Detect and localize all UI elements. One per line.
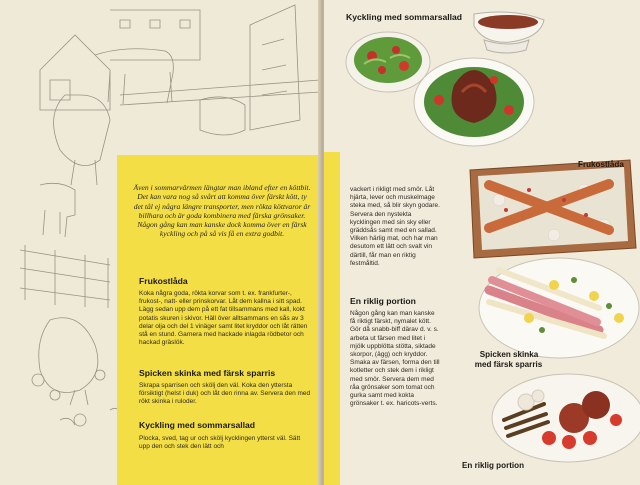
food-photos bbox=[324, 0, 640, 485]
heading-kyckling: Kyckling med sommarsallad bbox=[139, 420, 256, 430]
caption-riklig-portion: En riklig portion bbox=[462, 461, 525, 470]
heading-frukostlada: Frukostlåda bbox=[139, 276, 188, 286]
text-riklig-portion: Någon gång kan man kanske få riktigt färskt, nymalet kött. Gör då snabb-biff därav d. v. s. arbeta ut färsen med litet i mjölk uppblötta stötta, siktade skorpor, (ägg) och kryddor. Smaka av färsen, forma den till kotletter och stek dem i rikligt med smör. Servera dem med råa grönsaker som tomat och gurka samt med kokta grönsaker t. ex. haricots-verts. bbox=[350, 310, 440, 408]
riklig-portion-image bbox=[492, 374, 640, 462]
heading-kyckling-sommarsallad: Kyckling med sommarsallad bbox=[346, 12, 463, 22]
text-frukostlada: Koka några goda, rökta korvar som t. ex. frankfurter-, frukost-, natt- eller prinskorvar. Låt dem kallna i sitt spad. Lägg sedan upp dem på ett fat tillsammans med kall, kokt potatis skuren i skivor. Häll över alltsammans en sås av 3 delar olja och del 1 vinäger samt litet kryddor och låt rätten stå en stund. Garnera med hackade inlagda rödbetor och hackad gräslök. bbox=[139, 290, 308, 347]
frukostlada-image bbox=[470, 160, 636, 258]
text-kyckling-continued: vackert i rikligt med smör. Låt hjärta, lever och muskelmage steka med, så blir skyn godare. Servera den nystekta kycklingen med sin sky eller gräddsås samt med en sallad. Vilken härlig mat, och har man desutom ett lätt och svalt vin därtill, får man en riktig festmåltid. bbox=[350, 186, 440, 267]
roast-chicken-image bbox=[414, 58, 534, 146]
salad-bowl-image bbox=[346, 32, 430, 92]
caption-frukostlada: Frukostlåda bbox=[578, 160, 624, 169]
gravy-boat-image bbox=[474, 12, 544, 53]
text-kyckling: Plocka, sved, tag ur och skölj kycklingen ytterst väl. Sätt upp den och stek den lätt och bbox=[139, 435, 301, 451]
intro-text: Även i sommarvärmen längtar man ibland efter en köttbit. Det kan vara nog så svårt att komma över färskt kött, ty det tål ej några längre transporter, men rökta köttvaror är billhara och är goda kombinera med färska grönsaker. Någon gång kan man kanske dock komma över en färsk kyckling och på så vis få en extra godbit. bbox=[133, 183, 311, 239]
heading-spicken-skinka: Spicken skinka med färsk sparris bbox=[139, 368, 276, 378]
text-spicken-skinka: Skrapa sparrisen och skölj den väl. Koka den yttersta försiktigt (helst i duk) och låt den rinna av. Servera den med rökt skinka i ruloder. bbox=[139, 382, 311, 406]
heading-riklig-portion: En riklig portion bbox=[350, 296, 416, 306]
caption-spicken-line1: Spicken skinka bbox=[479, 350, 539, 359]
right-page bbox=[324, 0, 640, 485]
caption-spicken-line2: med färsk sparris bbox=[474, 360, 543, 369]
spicken-skinka-image bbox=[479, 258, 639, 358]
